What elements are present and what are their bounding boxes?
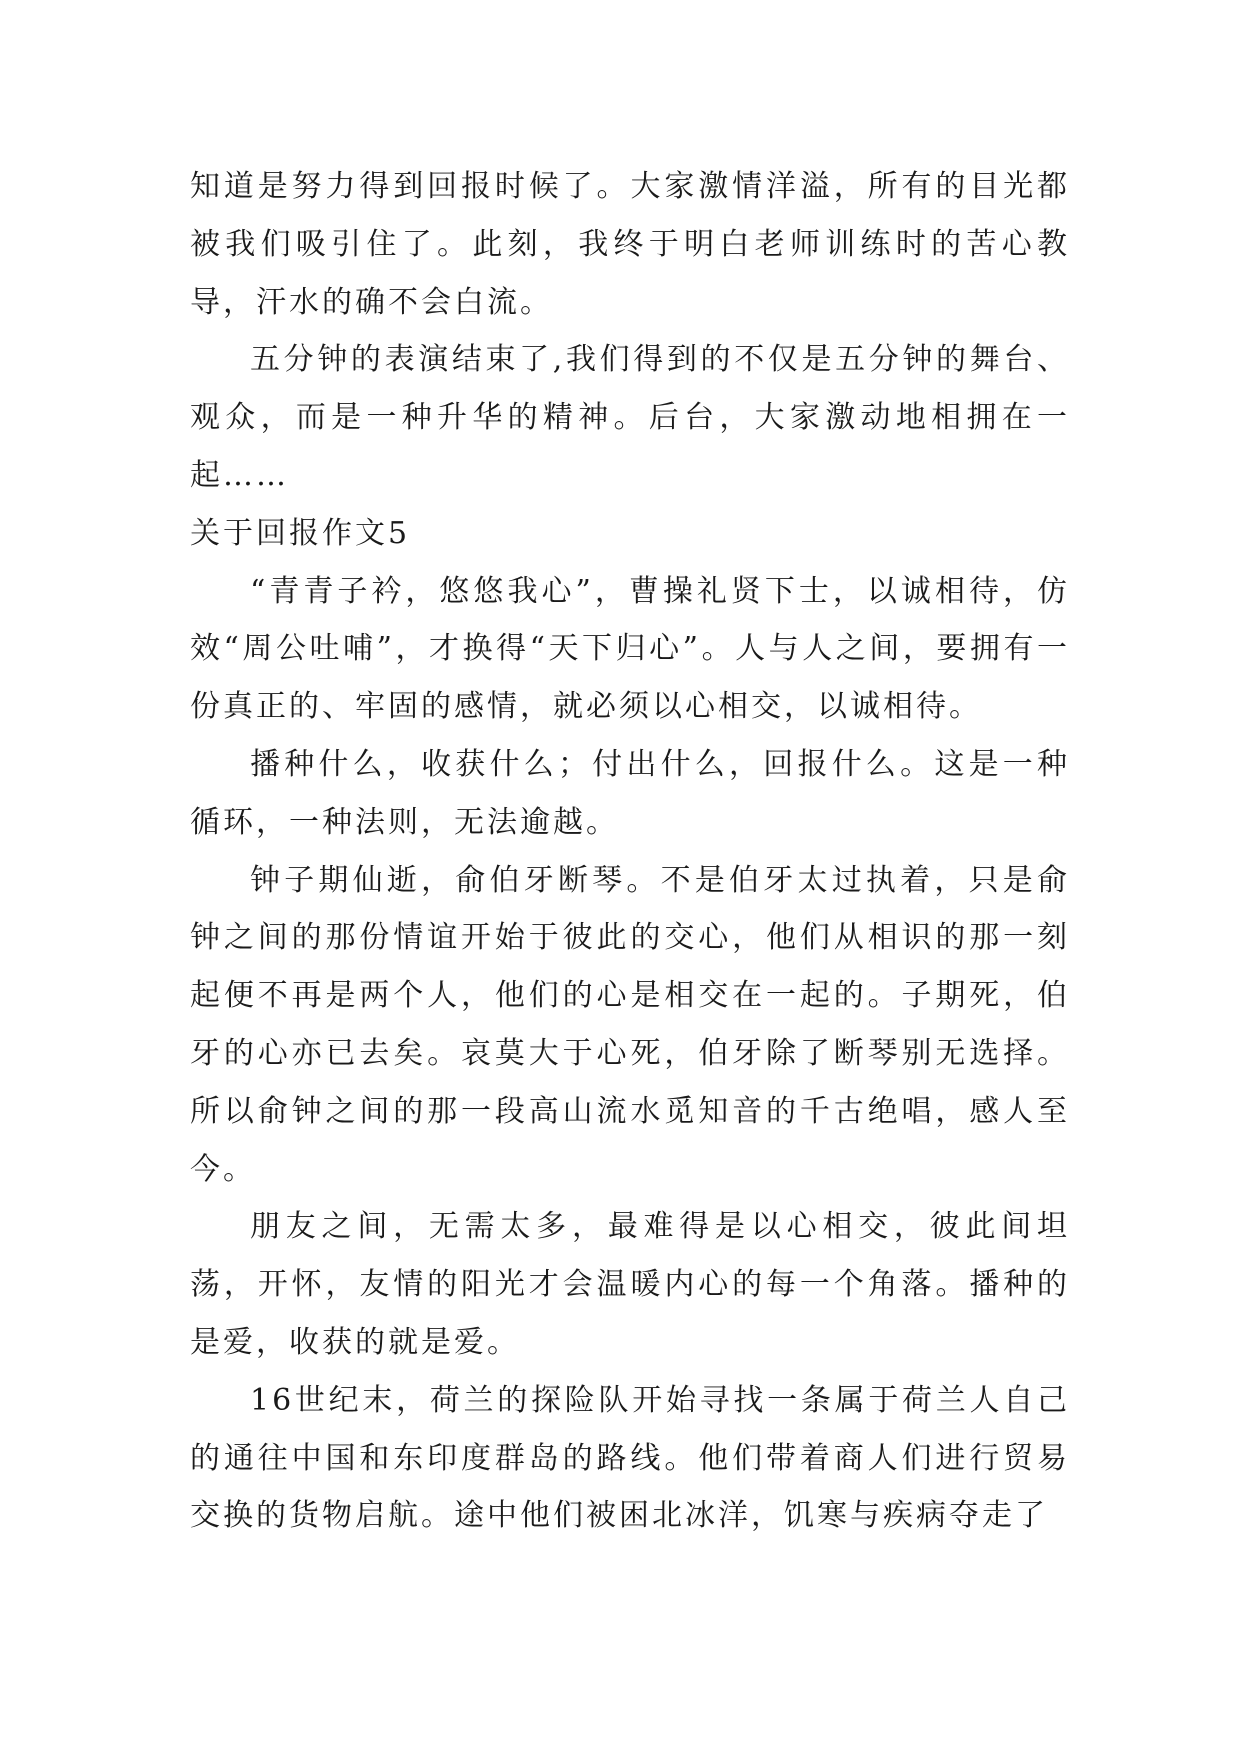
- document-body: [190, 158, 1070, 1545]
- paragraph-3: “青青子衿，悠悠我心”，曹操礼贤下士，以诚相待，仿效“周公吐哺”，才换得“天下归心”。人与人之间，要拥有一份真正的、牢固的感情，就必须以心相交，以诚相待。: [190, 573, 1070, 725]
- section-heading: 关于回报作文5: [190, 515, 411, 551]
- paragraph-6: 朋友之间，无需太多，最难得是以心相交，彼此间坦荡，开怀，友情的阳光才会温暖内心的每一个角落。播种的是爱，收获的就是爱。: [190, 1209, 1070, 1360]
- paragraph-5: 钟子期仙逝，俞伯牙断琴。不是伯牙太过执着，只是俞钟之间的那份情谊开始于彼此的交心，他们从相识的那一刻起便不再是两个人，他们的心是相交在一起的。子期死，伯牙的心亦已去矣。哀莫大于心死，伯牙除了断琴别无选择。所以俞钟之间的那一段高山流水觅知音的千古绝唱，感人至今。: [190, 862, 1070, 1187]
- paragraph-1: 知道是努力得到回报时候了。大家激情洋溢，所有的目光都被我们吸引住了。此刻，我终于明白老师训练时的苦心教导，汗水的确不会白流。: [190, 169, 1070, 320]
- paragraph-2: 五分钟的表演结束了,我们得到的不仅是五分钟的舞台、观众，而是一种升华的精神。后台，大家激动地相拥在一起……: [190, 342, 1070, 493]
- paragraph-4: 播种什么，收获什么；付出什么，回报什么。这是一种循环，一种法则，无法逾越。: [190, 746, 1070, 840]
- paragraph-7: 16世纪末，荷兰的探险队开始寻找一条属于荷兰人自己的通往中国和东印度群岛的路线。他们带着商人们进行贸易交换的货物启航。途中他们被困北冰洋，饥寒与疾病夺走了: [190, 1382, 1070, 1534]
